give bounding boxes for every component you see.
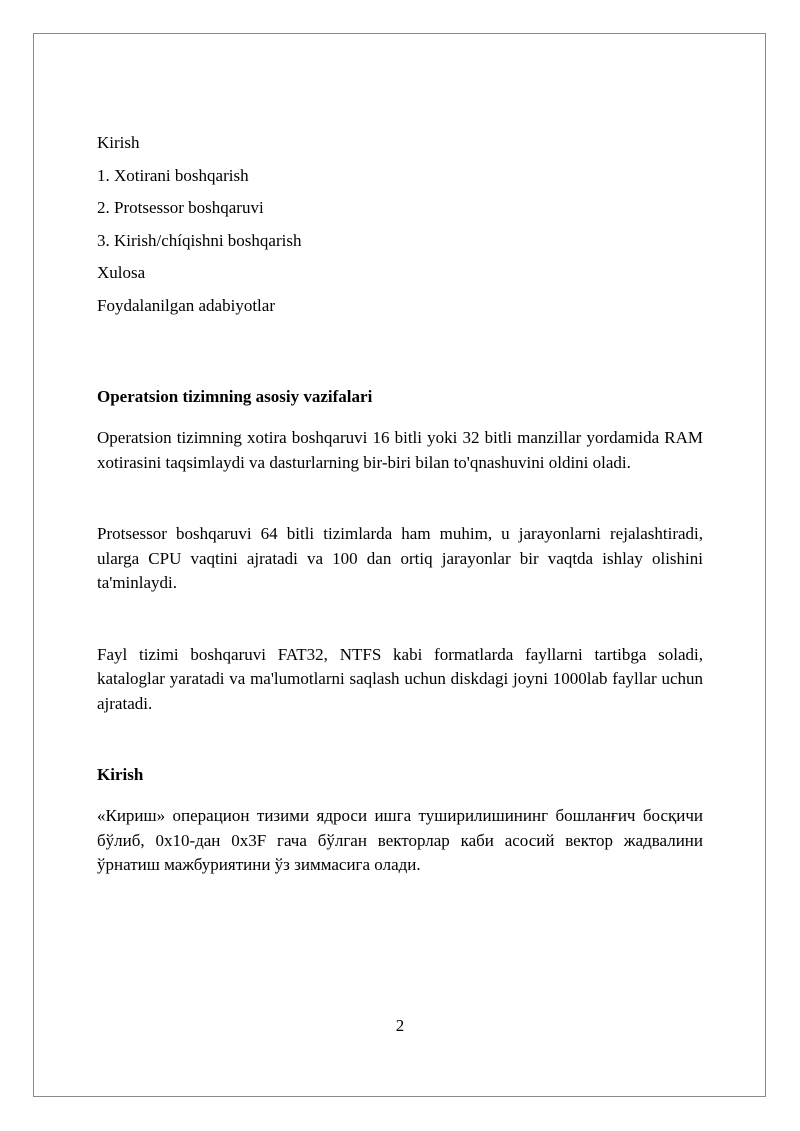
toc-item-memory-management: 1. Xotirani boshqarish: [97, 165, 249, 185]
toc-item-conclusion: Xulosa: [97, 263, 146, 282]
toc-item-processor-management: 2. Protsessor boshqaruvi: [97, 198, 264, 217]
toc-item-references: Foydalanilgan adabiyotlar: [97, 295, 275, 315]
section-heading-main-functions: Operatsion tizimning asosiy vazifalari: [97, 387, 373, 406]
toc-item-introduction: Kirish: [97, 133, 140, 152]
paragraph-memory-management: Operatsion tizimning xotira boshqaruvi 16 bitli yoki 32 bitli manzillar yordamida RAM xotirasini taqsimlaydi va dasturlarning bir-biri bilan to'qnashuvini oldini oladi.: [97, 428, 703, 472]
paragraph-introduction: «Кириш» операцион тизими ядроси ишга туширилишининг бошланғич босқичи бўлиб, 0x10-дан 0x3F гача бўлган векторлар каби асосий вектор жадвалини ўрнатиш мажбуриятини ўз зиммасига олади.: [97, 806, 703, 874]
document-body: [97, 127, 703, 878]
paragraph-processor-management: Protsessor boshqaruvi 64 bitli tizimlarda ham muhim, u jarayonlarni rejalashtiradi, ularga CPU vaqtini ajratadi va 100 dan ortiq jarayonlar bir vaqtda ishlay olishini ta'minlaydi.: [97, 524, 703, 592]
section-heading-introduction: Kirish: [97, 765, 144, 784]
table-of-contents: [97, 127, 703, 322]
page-number: 2: [395, 1016, 405, 1035]
toc-item-io-management: 3. Kirish/chíqishni boshqarish: [97, 230, 302, 250]
paragraph-file-system-management: Fayl tizimi boshqaruvi FAT32, NTFS kabi formatlarda fayllarni tartibga soladi, kataloglar yaratadi va ma'lumotlarni saqlash uchun diskdagi joyni 1000lab fayllar uchun ajratadi.: [97, 644, 703, 713]
